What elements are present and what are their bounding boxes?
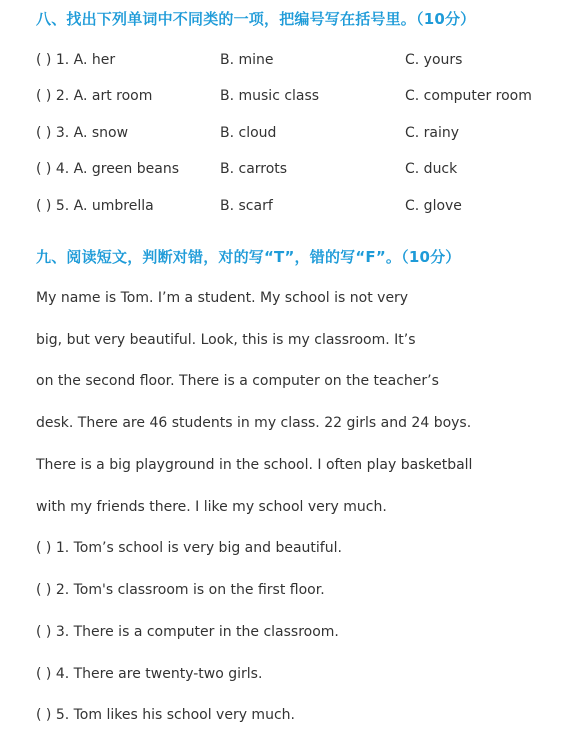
- section9-heading: 九、阅读短文，判断对错，对的写“T”，错的写“F”。（10分）: [36, 248, 461, 266]
- choice-row: [36, 161, 556, 183]
- option-a: ( ) 2. A. art room: [36, 88, 153, 104]
- choice-row: [36, 125, 556, 147]
- option-a: ( ) 3. A. snow: [36, 125, 129, 141]
- option-a: ( ) 1. A. her: [36, 52, 116, 68]
- option-b: B. music class: [220, 88, 320, 104]
- passage-line: desk. There are 46 students in my class. 22 girls and 24 boys.: [36, 415, 472, 431]
- option-c: C. yours: [405, 52, 463, 68]
- option-b: B. carrots: [220, 161, 288, 177]
- option-c: C. duck: [405, 161, 458, 177]
- option-a: ( ) 5. A. umbrella: [36, 198, 154, 214]
- passage-line: big, but very beautiful. Look, this is my classroom. It’s: [36, 332, 416, 348]
- passage-line: My name is Tom. I’m a student. My school is not very: [36, 290, 409, 306]
- question-item: ( ) 3. There is a computer in the classroom.: [36, 624, 339, 640]
- option-b: B. scarf: [220, 198, 273, 214]
- option-c: C. rainy: [405, 125, 460, 141]
- question-item: ( ) 2. Tom's classroom is on the first floor.: [36, 582, 325, 598]
- option-b: B. mine: [220, 52, 274, 68]
- question-item: ( ) 4. There are twenty-two girls.: [36, 666, 263, 682]
- option-c: C. glove: [405, 198, 462, 214]
- option-b: B. cloud: [220, 125, 277, 141]
- choice-row: [36, 52, 556, 74]
- question-item: ( ) 1. Tom’s school is very big and beautiful.: [36, 540, 342, 556]
- option-c: C. computer room: [405, 88, 532, 104]
- option-a: ( ) 4. A. green beans: [36, 161, 179, 177]
- passage-line: There is a big playground in the school. I often play basketball: [36, 457, 473, 473]
- passage-line: on the second floor. There is a computer on the teacher’s: [36, 373, 439, 389]
- question-item: ( ) 5. Tom likes his school very much.: [36, 707, 295, 723]
- choice-row: [36, 88, 556, 110]
- section8-heading: 八、找出下列单词中不同类的一项，把编号写在括号里。（10分）: [36, 10, 476, 28]
- choice-row: [36, 198, 556, 220]
- passage-line: with my friends there. I like my school very much.: [36, 499, 387, 515]
